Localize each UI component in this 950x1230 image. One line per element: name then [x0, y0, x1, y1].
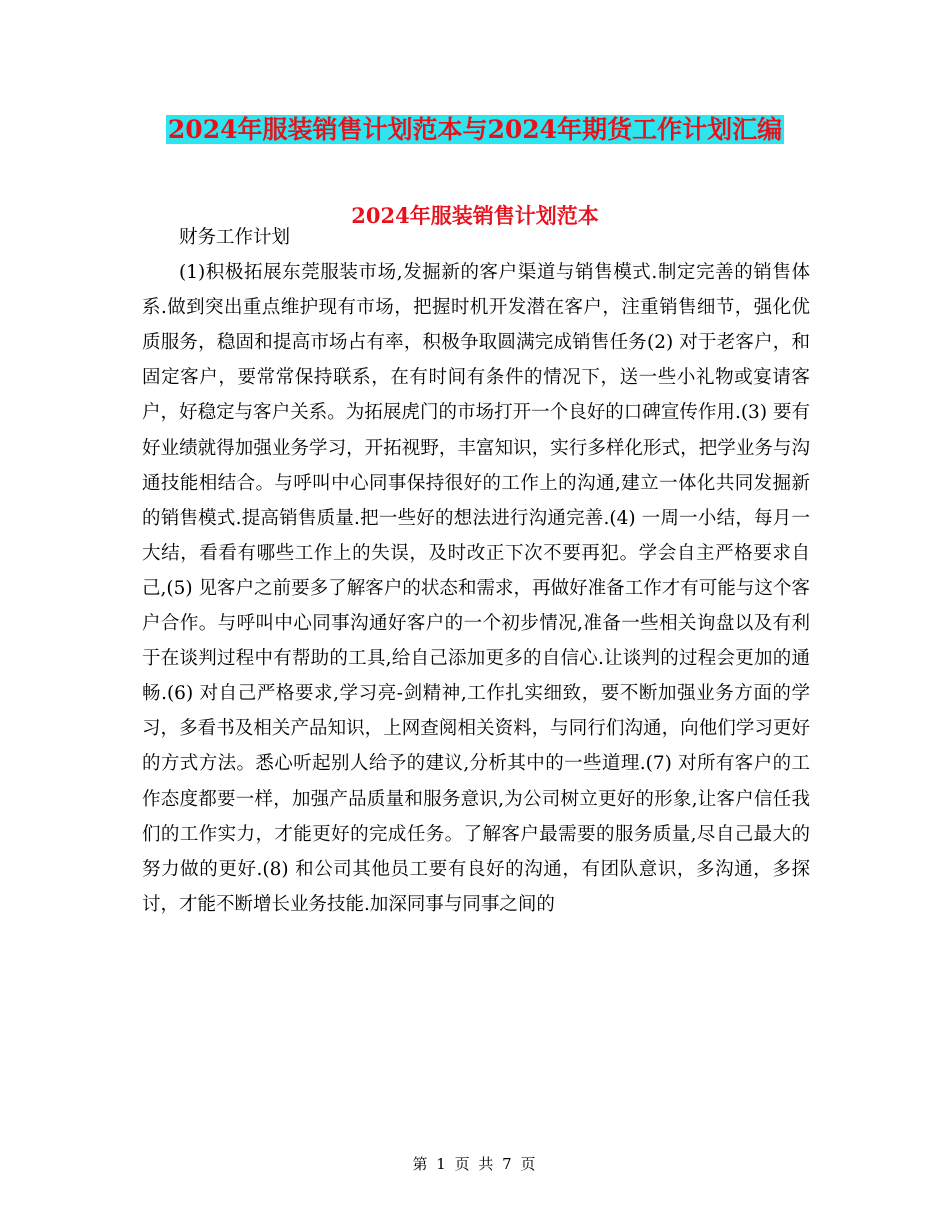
- document-title-text: 2024年服装销售计划范本与2024年期货工作计划汇编: [167, 115, 783, 144]
- section-title: 2024年服装销售计划范本: [351, 203, 599, 228]
- document-title: [0, 112, 950, 148]
- body-paragraph: (1)积极拓展东莞服装市场,发掘新的客户渠道与销售模式.制定完善的销售体系.做到突出重点维护现有市场，把握时机开发潜在客户，注重销售细节，强化优质服务，稳固和提高市场占有率，积极争取圆满完成销售任务(2) 对于老客户，和固定客户，要常常保持联系，在有时间有条件的情况下，送一些小礼物或宴请客户，好稳定与客户关系。为拓展虎门的市场打开一个良好的口碑宣传作用.(3) 要有好业绩就得加强业务学习，开拓视野，丰富知识，实行多样化形式，把学业务与沟通技能相结合。与呼叫中心同事保持很好的工作上的沟通,建立一体化共同发掘新的销售模式.提高销售质量.把一些好的想法进行沟通完善.(4) 一周一小结，每月一大结，看看有哪些工作上的失误，及时改正下次不要再犯。学会自主严格要求自己,(5) 见客户之前要多了解客户的状态和需求，再做好准备工作才有可能与这个客户合作。与呼叫中心同事沟通好客户的一个初步情况,准备一些相关询盘以及有利于在谈判过程中有帮助的工具,给自己添加更多的自信心.让谈判的过程会更加的通畅.(6) 对自己严格要求,学习亮-剑精神,工作扎实细致，要不断加强业务方面的学习，多看书及相关产品知识，上网查阅相关资料，与同行们沟通，向他们学习更好的方式方法。悉心听起别人给予的建议,分析其中的一些道理.(7) 对所有客户的工作态度都要一样，加强产品质量和服务意识,为公司树立更好的形象,让客户信任我们的工作实力，才能更好的完成任务。了解客户最需要的服务质量,尽自己最大的努力做的更好.(8) 和公司其他员工要有良好的沟通，有团队意识，多沟通，多探讨，才能不断增长业务技能.加深同事与同事之间的: [142, 262, 810, 915]
- page-footer: 第 1 页 共 7 页: [412, 1155, 538, 1173]
- subheading: 财务工作计划: [179, 227, 291, 248]
- document-body: [142, 220, 810, 922]
